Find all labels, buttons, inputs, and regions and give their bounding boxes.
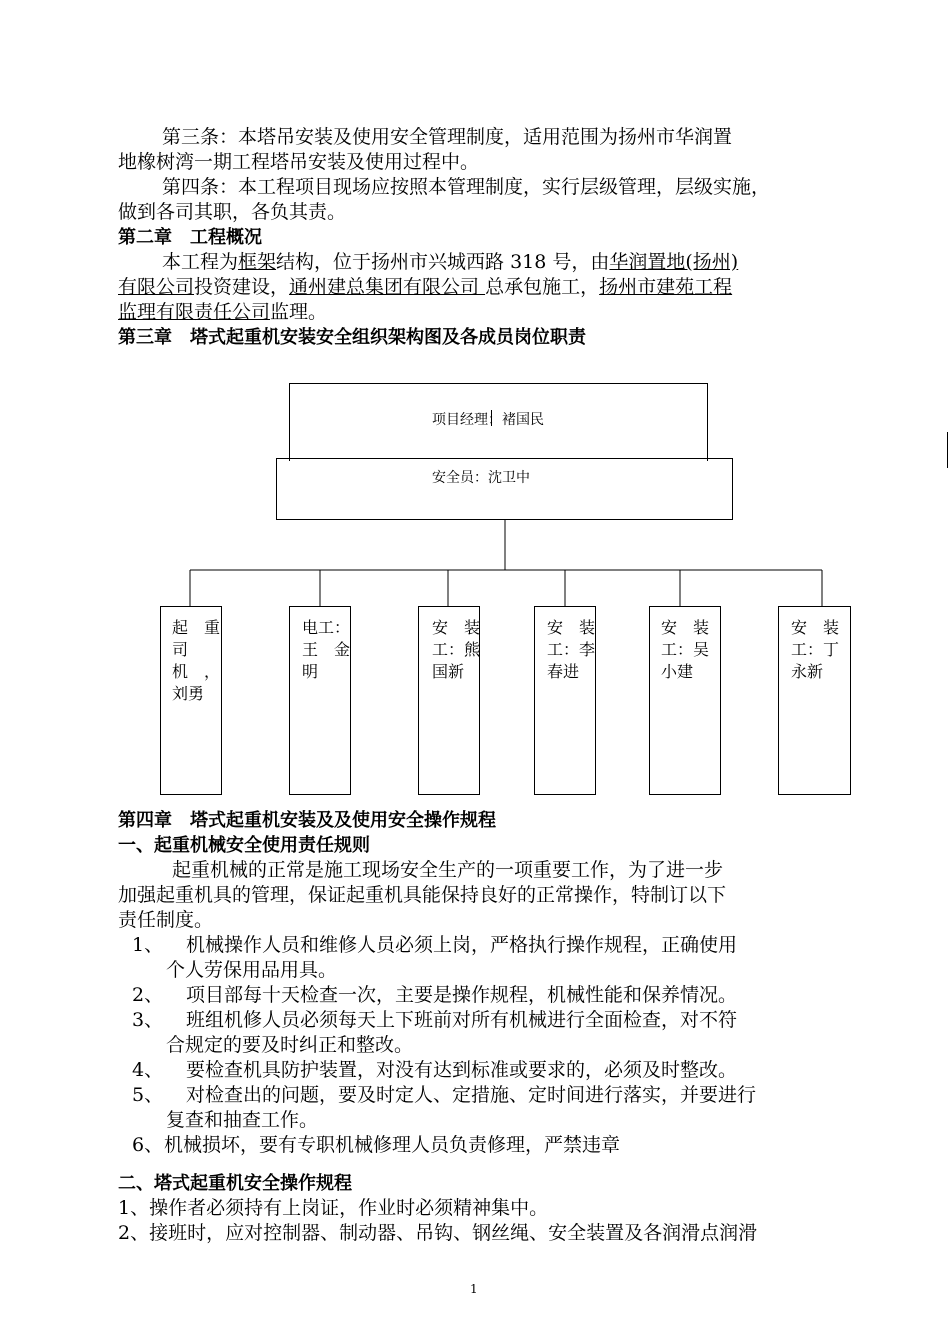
chapter-2-line-1: [162, 250, 738, 275]
rule-2-number: 2、: [132, 984, 164, 1006]
owner-name: 华润置地(扬州): [609, 251, 739, 273]
section-1-intro-line-1: 起重机械的正常是施工现场安全生产的一项重要工作，为了进一步: [172, 859, 724, 881]
rule-3-number: 3、: [132, 1009, 164, 1031]
member-text-line: 安 装: [791, 618, 840, 637]
member-installer-2: [547, 617, 595, 683]
member-text-line: 司: [172, 640, 189, 659]
supervisor-name: 扬州市建苑工程: [599, 276, 733, 298]
article-4-line-1: 第四条：本工程项目现场应按照本管理制度，实行层级管理，层级实施，: [162, 176, 771, 198]
chapter-3-title: 第三章 塔式起重机安装安全组织架构图及各成员岗位职责: [118, 327, 586, 348]
chapter-2-title: 第二章 工程概况: [118, 227, 262, 248]
member-text-line: 工：丁: [791, 640, 840, 659]
owner-name: 有限公司: [118, 276, 195, 298]
member-crane-operator: [172, 617, 220, 705]
member-text-line: 工：熊: [432, 640, 481, 659]
member-text-line: 明: [302, 662, 319, 681]
safety-officer-label: 安全员：沈卫中: [432, 470, 530, 486]
section-2-item-2: 2、接班时，应对控制器、制动器、吊钩、钢丝绳、安全装置及各润滑点润滑: [118, 1222, 758, 1244]
manager-box-edge: [707, 458, 708, 461]
member-electrician: [302, 617, 350, 683]
manager-box-edge: [289, 458, 290, 461]
rule-5-line-1: 对检查出的问题，要及时定人、定措施、定时间进行落实，并要进行: [186, 1084, 757, 1106]
section-1-intro-line-3: 责任制度。: [118, 909, 214, 931]
member-text-line: 安 装: [432, 618, 481, 637]
article-3-line-2: 地橡树湾一期工程塔吊安装及使用过程中。: [118, 151, 480, 173]
section-1-title: 一、起重机械安全使用责任规则: [118, 835, 370, 856]
member-text-line: 刘勇: [172, 684, 205, 703]
page-edge-marker: [947, 432, 948, 468]
text: 结构，位于扬州市兴城西路 318 号，由: [276, 251, 610, 273]
rule-1-line-1: 机械操作人员和维修人员必须上岗，严格执行操作规程，正确使用: [186, 934, 738, 956]
rule-5-line-2: 复查和抽查工作。: [166, 1109, 319, 1131]
manager-label: 项目经理：褚国民: [432, 412, 544, 428]
rule-3-line-2: 合规定的要及时纠正和整改。: [166, 1034, 414, 1056]
member-text-line: 小建: [661, 662, 694, 681]
rule-6-number: 6、: [132, 1134, 164, 1156]
rule-3-line-1: 班组机修人员必须每天上下班前对所有机械进行全面检查，对不符: [186, 1009, 738, 1031]
member-text-line: 永新: [791, 662, 824, 681]
text: 监理。: [270, 301, 328, 323]
rule-1-number: 1、: [132, 934, 164, 956]
section-1-intro-line-2: 加强起重机具的管理，保证起重机具能保持良好的正常操作，特制订以下: [118, 884, 727, 906]
rule-4-line-1: 要检查机具防护装置，对没有达到标准或要求的，必须及时整改。: [186, 1059, 738, 1081]
member-installer-3: [661, 617, 709, 683]
text: 本工程为: [162, 251, 239, 273]
member-installer-4: [791, 617, 839, 683]
chapter-2-line-3: [118, 300, 327, 325]
chapter-4-title: 第四章 塔式起重机安装及及使用安全操作规程: [118, 810, 496, 831]
rule-5-number: 5、: [132, 1084, 164, 1106]
member-text-line: 安 装: [661, 618, 710, 637]
section-2-item-1: 1、操作者必须持有上岗证，作业时必须精神集中。: [118, 1197, 549, 1219]
rule-1-line-2: 个人劳保用品用具。: [166, 959, 338, 981]
member-text-line: 机 ，: [172, 662, 221, 681]
contractor-name: 通州建总集团有限公司: [289, 276, 486, 298]
member-text-line: 王 金: [302, 640, 351, 659]
page-number: 1: [470, 1282, 478, 1296]
member-text-line: 工：吴: [661, 640, 710, 659]
text: 总承包施工，: [485, 276, 600, 298]
supervisor-name: 监理有限责任公司: [118, 301, 271, 323]
rule-2-line-1: 项目部每十天检查一次，主要是操作规程，机械性能和保养情况。: [186, 984, 738, 1006]
member-text-line: 电工：: [302, 618, 351, 637]
structure-type: 框架: [238, 251, 277, 273]
member-installer-1: [432, 617, 480, 683]
article-4-line-2: 做到各司其职，各负其责。: [118, 201, 347, 223]
section-2-title: 二、塔式起重机安全操作规程: [118, 1173, 352, 1194]
rule-6-line-1: 机械损坏，要有专职机械修理人员负责修理，严禁违章: [164, 1134, 621, 1156]
member-text-line: 安 装: [547, 618, 596, 637]
member-text-line: 起 重: [172, 618, 221, 637]
chapter-2-line-2: [118, 275, 732, 300]
article-3-line-1: 第三条：本塔吊安装及使用安全管理制度，适用范围为扬州市华润置: [162, 126, 733, 148]
member-text-line: 工：李: [547, 640, 596, 659]
member-text-line: 春进: [547, 662, 580, 681]
text: 投资建设，: [194, 276, 290, 298]
rule-4-number: 4、: [132, 1059, 164, 1081]
member-text-line: 国新: [432, 662, 465, 681]
